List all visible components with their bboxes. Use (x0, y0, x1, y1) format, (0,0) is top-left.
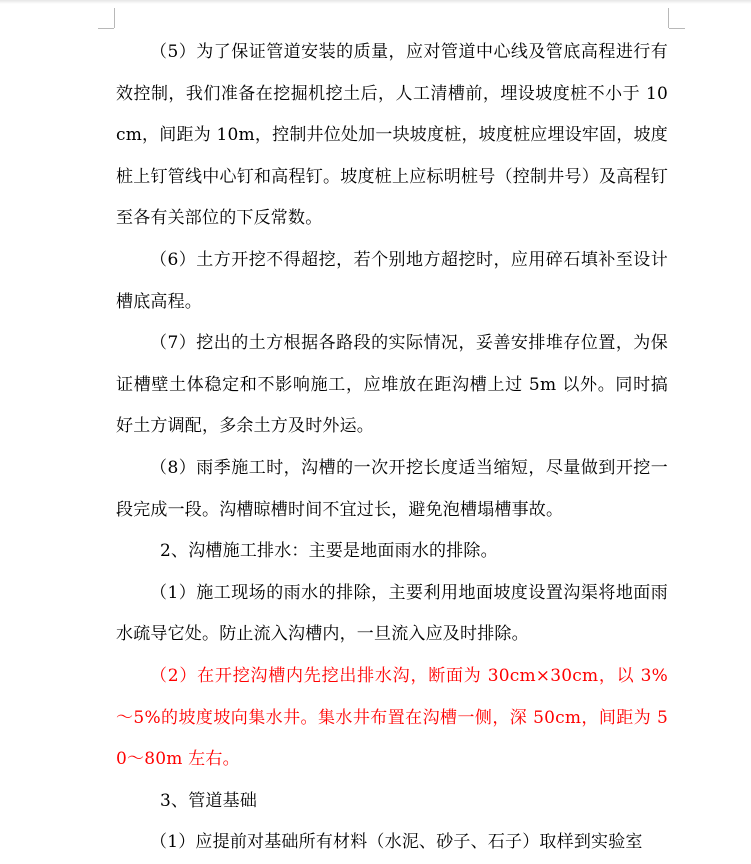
drainage-item-2-highlighted[interactable]: （2）在开挖沟槽内先挖出排水沟，断面为 30cm×30cm，以 3%～5%的坡度坡向集水井。集水井布置在沟槽一侧，深 50cm，间距为 50～80m 左右。 (116, 665, 668, 770)
document-body[interactable] (116, 32, 668, 864)
paragraph-item-5[interactable]: （5）为了保证管道安装的质量，应对管道中心线及管底高程进行有效控制，我们准备在挖掘机挖土后，人工清槽前，埋设坡度桩不小于 10cm，间距为 10m，控制井位处加一块坡度桩，坡度桩应埋设牢固，坡度桩上钉管线中心钉和高程钉。坡度桩上应标明桩号（控制井号）及高程钉至各有关部位的下反常数。 (116, 42, 668, 229)
right-margin-marker-horizontal (669, 28, 685, 29)
paragraph-item-7[interactable]: （7）挖出的土方根据各路段的实际情况，妥善安排堆存位置，为保证槽壁土体稳定和不影响施工，应堆放在距沟槽上过 5m 以外。同时搞好土方调配，多余土方及时外运。 (116, 333, 668, 437)
right-margin-marker-vertical (668, 8, 669, 28)
section-heading-pipe-foundation[interactable]: 3、管道基础 (160, 790, 258, 811)
foundation-item-1[interactable]: （1）应提前对基础所有材料（水泥、砂子、石子）取样到实验室 (150, 832, 643, 853)
paragraph-item-8[interactable]: （8）雨季施工时，沟槽的一次开挖长度适当缩短，尽量做到开挖一段完成一段。沟槽晾槽时间不宜过长，避免泡槽塌槽事故。 (116, 457, 668, 520)
left-margin-marker-vertical (114, 8, 115, 28)
drainage-item-1[interactable]: （1）施工现场的雨水的排除，主要利用地面坡度设置沟渠将地面雨水疏导它处。防止流入沟槽内，一旦流入应及时排除。 (116, 582, 668, 645)
section-heading-drainage[interactable]: 2、沟槽施工排水：主要是地面雨水的排除。 (160, 541, 498, 562)
paragraph-item-6[interactable]: （6）土方开挖不得超挖，若个别地方超挖时，应用碎石填补至设计槽底高程。 (116, 249, 668, 312)
page-top-edge (0, 0, 751, 4)
left-margin-marker-horizontal (98, 28, 114, 29)
